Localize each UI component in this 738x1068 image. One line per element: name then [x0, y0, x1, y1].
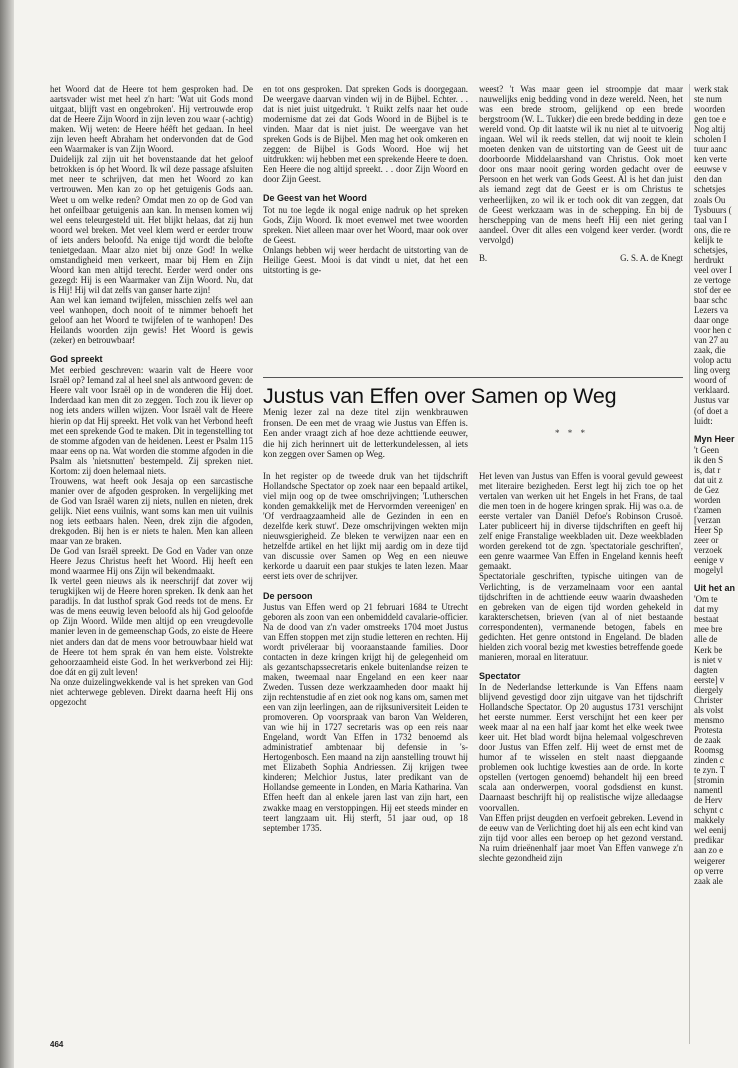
cropped-line: kelijk te — [694, 234, 723, 245]
cropped-line: Heer Sp — [694, 525, 723, 536]
cropped-line: mee bre — [694, 624, 723, 635]
column-separator — [689, 84, 690, 1044]
paragraph: Justus van Effen werd op 21 februari 1684 te Utrecht geboren als zoon van een onbemiddeld cavalarie-officier. Na de dood van z'n vader omstreeks 1704 moet Justus van Effen stoppen met zijn studie letteren en rechten. Hij wordt privéleraar bij vooraanstaande families. Door contacten in deze kringen krijgt hij de gelegenheid om als gezantschapssecretaris enkele buitenlandse reizen te maken, tweemaal naar Engeland en een keer naar Zweden. Tussen deze werkzaamheden door maakt hij zijn rechtenstudie af en ziet ook nog kans om, samen met een van zijn leerlingen, aan de rijksuniversiteit Leiden te promoveren. Op voorspraak van baron Van Welderen, van wie hij in 1727 secretaris was op een reis naar Engeland, wordt Van Effen in 1732 benoemd als administratief ambtenaar bij defensie in 's-Hertogenbosch. Een maand na zijn aanstelling trouwt hij met Elizabeth Sophia Andriessen. Zij krijgen twee kinderen; Melchior Justus, later predikant van de Hollandse gemeente in Londen, en Maria Katharina. Van Effen heeft dan al enkele jaren last van zijn hart, een zwakke maag en verstoppingen. Hij eet steeds minder en teert langzaam uit. Hij sterft, 51 jaar oud, op 18 september 1735. — [263, 601, 468, 833]
cropped-line: bestaat — [694, 614, 719, 625]
cropped-line: Kerk be — [694, 644, 723, 655]
column-1 — [50, 84, 253, 1052]
column-2 — [263, 84, 468, 362]
author-name: G. S. A. de Knegt — [620, 252, 683, 263]
cropped-line: verklaard. — [694, 385, 730, 396]
cropped-line: dat uit z — [694, 474, 723, 485]
section-heading: God spreekt — [50, 354, 103, 365]
section-heading: Spectator — [479, 670, 521, 681]
section-heading: De persoon — [263, 590, 313, 601]
cropped-line: aan zo e — [694, 845, 724, 856]
paragraph: Onlangs hebben wij weer herdacht de uitstorting van de Heilige Geest. Mooi is dat vindt u niet, dat het een uitstorting is ge- — [263, 244, 468, 275]
cropped-line: Roomsg — [694, 745, 724, 755]
paragraph: In het register op de tweede druk van het tijdschrift Hollandsche Spectator op zoek naar een bepaald artikel, viel mijn oog op de twee omschrijvingen; 'Lutherschen konden gemakkelijk met de Hervormden vereenigen' en 'Of verdraagzaamheid alle de Gezinden in een en dezelfde kerk stuwt'. Deze omschrijvingen wekten mijn nieuwsgierigheid. Ze bleken te verwijzen naar een en hetzelfde artikel en het lijkt mij aardig om in deze tijd van discussie over Samen op Weg en een nieuwe kerkorde u daaruit een paar stukjes te laten lezen. Maar eerst iets over de schrijver. — [263, 471, 468, 582]
cropped-line: predikar — [694, 835, 724, 846]
paragraph: het Woord dat de Heere tot hem gesproken had. De aartsvader wist met heel z'n hart: 'Wat uit Gods mond uitgaat, blijft vast en ongebroken'. Hij vertrouwde erop dat de Heere Zijn Woord in zijn leven zou waar (-achtig) maken. Wij weten: de Heere héêft het gedaan. In heel zijn leven heeft Abraham het ondervonden dat de God een Waarmaker is van Zijn Woord. — [50, 84, 253, 155]
cropped-line: is niet v — [694, 654, 723, 665]
cropped-line: eenige v — [694, 555, 724, 566]
cropped-line: werk stak — [694, 84, 729, 94]
cropped-line: tuur aanc — [694, 144, 727, 155]
cropped-line: ste num — [694, 94, 722, 105]
paragraph: Tot nu toe legde ik nogal enige nadruk op het spreken Gods, Zijn Woord. Ik moet evenwel met twee woorden spreken. Niet alleen maar over het Woord, maar ook over de Geest. — [263, 204, 468, 245]
cropped-line: de zaak — [694, 734, 721, 745]
paragraph: weest? 't Was maar geen iel stroompje dat maar nauwelijks enig bedding vond in deze wereld. Neen, het was een brede stroom, gelijkend op een brede bergstroom (W. L. Tukker) die een brede bedding in deze wereld vond. Op dit laatste wil ik nu niet al te uitvoerig ingaan. Wel wil ik reeds stellen, dat wij nooit te klein moeten denken van de uitstorting van de Geest uit de doorboorde Middelaarshand van Christus. Ook moet door ons maar nooit gering worden gedacht over de Persoon en het werk van Gods Geest. Al is het dan juist als iemand zegt dat de Geest er is om Christus te verheerlijken, zo wil ik er toch ook dit van zeggen, dat de Geest werkzaam was in de schepping. En bij de herschepping van de mens heeft Hij een niet gering aandeel. Over dit alles een volgend keer verder. (wordt vervolgd) — [479, 84, 683, 245]
paragraph: Trouwens, wat heeft ook Jesaja op een sarcastische manier over de afgoden gesproken. In vergelijking met de God van Israël waren zij niets, nullen en nieten, drek gelijk. Niet eens vuilnis, want soms kan men uit vuilnis nog iets eetbaars halen. Neen, drek zijn die afgoden, drekgoden. Bij hen is er niets te halen. Men kan alleen maar van ze braken. — [50, 475, 253, 547]
cropped-line: Protesta — [694, 724, 723, 735]
cropped-line: eerste] v — [694, 674, 725, 685]
article-intro: Menig lezer zal na deze titel zijn wenkbrauwen fronsen. De een met de vraag wie Justus van Effen is. Een ander vraagt zich af hoe deze achttiende eeuwer, die hij zich herinnert uit de letterkundelessen, al iets kon zeggen over Samen op Weg. — [263, 408, 468, 461]
cropped-lines — [694, 594, 738, 885]
cropped-line: als volst — [694, 704, 724, 715]
cropped-line: (of doet a — [694, 405, 729, 416]
section-heading: Uit het an — [694, 583, 736, 594]
cropped-line: te zyn. T — [694, 765, 726, 776]
column-4-cropped — [694, 84, 738, 1064]
cropped-line: stof der ee — [694, 284, 731, 295]
cropped-line: ze vertoge — [694, 274, 731, 285]
cropped-line: ons, die re — [694, 224, 731, 235]
cropped-line: de Gez — [694, 484, 719, 495]
paragraph: Ik vertel geen nieuws als ik neerschrijf dat zover wij terugkijken wij de Heere horen spreken. Ik denk aan het paradijs. In dat lusthof sprak God reeds tot de mens. Er was de mens eeuwig leven beloofd als hij God geloofde op Zijn Woord. Wilde men altijd op een vreugdevolle manier leven in de gemeenschap Gods, zo eiste de Heere niet anders dan dat de mens voor betrouwbaar hield wat de Heere tot hem sprak én van hem eiste. Volstrekte gehoorzaamheid eiste God. In het werkverbond zei Hij: doe dát en gij zult leven! — [50, 576, 253, 677]
cropped-line: op verre — [694, 865, 724, 876]
cropped-line: 'Om te — [694, 594, 718, 605]
cropped-line: ling overg — [694, 365, 731, 376]
cropped-line: ik den S — [694, 454, 724, 465]
cropped-line: weigerer — [694, 855, 726, 866]
cropped-line: zaak ale — [694, 875, 723, 886]
page-number: 464 — [50, 1040, 64, 1049]
cropped-line: gen toe e — [694, 114, 727, 125]
paragraph: Spectatoriale geschriften, typische uitingen van de Verlichting, is de verzamelnaam voor een aantal tijdschriften in de achttiende eeuw waarin dwaasheden en gebreken van de eigen tijd worden gehekeld in karakterschetsen, brieven (van al of niet bestaande correspondenten), vermanende betogen, fabels en gedichten. Het genre ontstond in Engeland. De bladen hielden zich vooral bezig met kwesties betreffende goede manieren, moraal en literatuur. — [479, 571, 683, 662]
cropped-line: Justus var — [694, 395, 730, 406]
cropped-line: woorden — [694, 104, 726, 115]
cropped-line: eeuwse v — [694, 164, 727, 175]
cropped-line: herdrukt — [694, 254, 725, 265]
cropped-line: Lezers va — [694, 305, 729, 316]
cropped-line: t'zamen — [694, 504, 722, 515]
cropped-line: dagten — [694, 664, 718, 675]
column-3 — [479, 84, 683, 362]
article-divider — [263, 377, 683, 378]
cropped-line: van 27 au — [694, 335, 729, 346]
paragraph: Het leven van Justus van Effen is vooral gevuld geweest met literaire bezigheden. Eerst legt hij zich toe op het vertalen van werken uit het Engels in het Frans, de taal die men toen in de hogere kringen sprak. Hij was o.a. de eerste vertaler van Daniël Defoe's Robinson Crusoë. Later publiceert hij in diverse tijdschriften en geeft hij zelf enige Franstalige weekbladen uit. Deze weekbladen worden gerekend tot de zgn. 'spectatoriale geschriften', een genre waarmee Van Effen in Engeland kennis heeft gemaakt. — [479, 471, 683, 572]
paragraph: Na onze duizelingwekkende val is het spreken van God niet achterwege gebleven. Direkt daarna heeft Hij ons opgezocht — [50, 676, 253, 707]
paragraph: Van Effen prijst deugden en verfoeit gebreken. Levend in de eeuw van de Verlichting doet hij als een echt kind van zijn tijd voor alles een beroep op het gezond verstand. Na ruim drieënenhalf jaar moet Van Effen vanwege z'n slechte gezondheid zijn — [479, 812, 683, 863]
section-heading: Myn Heer — [694, 433, 735, 444]
cropped-line: zoals Ou — [694, 194, 726, 205]
cropped-line: namentl — [694, 785, 723, 796]
cropped-line: de Herv — [694, 795, 723, 806]
cropped-line: baar schc — [694, 294, 728, 305]
cropped-line: zinden c — [694, 755, 724, 766]
cropped-line: mensmo — [694, 714, 725, 725]
cropped-line: voor hen c — [694, 325, 732, 336]
paragraph: Aan wel kan iemand twijfelen, misschien zelfs wel aan veel wanhopen, doch nooit of te nimmer behoeft het geloof aan het Woord te twijfelen of te wanhopen! Des Heilands woorden zijn gewis! Het Woord is gewis (zeker) en betrouwbaar! — [50, 294, 253, 346]
cropped-line: luidt: — [694, 415, 713, 426]
column-6 — [479, 471, 683, 1051]
cropped-line: makkely — [694, 815, 725, 826]
cropped-line: dat my — [694, 604, 719, 615]
paragraph: en tot ons gesproken. Dat spreken Gods is doorgegaan. De weergave daarvan vinden wij in de Bijbel. Echter. . . dat is niet juist uitgedrukt. 't Ruikt zelfs naar het oude modernisme dat zei dat Gods Woord in de Bijbel is te vinden. Maar dat is niet juist. De weergave van het spreken Gods is de Bijbel. Men mag het ook omkeren en zeggen: de Bijbel is Gods Woord. Hoe wij het uitdrukken: wij hebben met een sprekende Heere te doen. Een Heere die nog altijd spreekt. . . door Zijn Woord en door Zijn Geest. — [263, 84, 468, 185]
column-5 — [263, 471, 468, 1051]
cropped-line: woord of — [694, 375, 727, 386]
cropped-line: schynt c — [694, 805, 724, 816]
cropped-line: mogelyl — [694, 565, 724, 576]
cropped-line: [verzan — [694, 514, 721, 525]
cropped-line: Nog altij — [694, 124, 726, 135]
cropped-lines — [694, 84, 738, 426]
cropped-line: [stromin — [694, 775, 725, 786]
paragraph: Met eerbied geschreven: waarin valt de Heere voor Israël op? Iemand zal al heel snel als antwoord geven: de Heere valt voor Israël op in de wonderen die Hij doet. Inderdaad kan men dit zo zeggen. Toch zou ik liever op nog iets anders willen wijzen. Voor Israël valt de Heere hierin op dat Hij spreekt. Het volk van het Verbond heeft met een sprekende God te maken. Dit in tegenstelling tot de stomme afgoden van de heidenen. Leest er Psalm 115 maar eens op na. Wat worden die stomme afgoden in die Psalm als 'nietsnutten' bestempeld. Zij spreken niet. Kortom: zij doen helemaal niets. — [50, 365, 253, 476]
cropped-line: schetsjes, — [694, 244, 728, 255]
section-ornament: * * * — [555, 428, 588, 438]
cropped-line: diergely — [694, 684, 723, 695]
cropped-line: Tysbuurs ( — [694, 204, 732, 215]
cropped-line: wel eenij — [694, 825, 727, 836]
cropped-line: zeer or — [694, 535, 719, 546]
cropped-line: veel over I — [694, 264, 732, 275]
paragraph: In de Nederlandse letterkunde is Van Effens naam blijvend gevestigd door zijn uitgave van het tijdschrift Hollandsche Spectator. Op 20 augustus 1731 verschijnt het eerste nummer. Eerst verschijnt het een keer per week maar al na een half jaar komt het elke week twee keer uit. Het blad wordt bijna helemaal volgeschreven door Justus van Effen zelf. Hij weet de ernst met de humor af te wisselen en stelt naast diepgaande problemen ook luchtige kwesties aan de orde. In korte opstellen (vertogen genoemd) behandelt hij een breed scala aan onderwerpen, vooral godsdienst en kunst. Daarnaast beschrijft hij op realistische wijze alledaagse voorvallen. — [479, 681, 683, 813]
cropped-line: alle de — [694, 634, 718, 645]
cropped-line: zaak, die — [694, 345, 726, 356]
cropped-line: 't Geen — [694, 444, 720, 455]
cropped-line: Christer — [694, 694, 723, 705]
page-fold-shadow — [0, 0, 14, 1068]
cropped-line: schetsjes — [694, 184, 726, 195]
signature-initial: B. — [479, 252, 488, 263]
article-headline: Justus van Effen over Samen op Weg — [263, 384, 617, 408]
cropped-line: daar onge — [694, 315, 729, 326]
cropped-lines — [694, 445, 738, 576]
signature-line — [479, 253, 683, 263]
section-heading: De Geest van het Woord — [263, 193, 367, 204]
cropped-line: taal van I — [694, 214, 728, 225]
cropped-line: volop actu — [694, 355, 732, 366]
cropped-line: verzoek — [694, 545, 723, 556]
cropped-line: ken verte — [694, 154, 727, 165]
paragraph: Duidelijk zal zijn uit het bovenstaande dat het geloof betrokken is óp het Woord. Ik wil deze passage afsluiten met neer te schrijven, dat men het Woord zo kan vertrouwen. Men kan zo op het getuigenis Gods aan. Weet u om welke reden? Omdat men zo op de God van het onfeilbaar getuigenis aan kan. In mensen komen wij wel eens teleurgesteld uit. Het blijkt helaas, dat zij hun woord wel breken. Met veel klem werd er eerder trouw of iets anders beloofd. Na enige tijd wordt die belofte tenietgedaan. Maar alzo niet bij onze God! In welke omstandigheid men verkeert, maar bij Hem en Zijn Woord kan men altijd terecht. Eerder werd onder ons gezegd: Hij is een Waarmaker van Zijn Woord. Nu, dat is Hij! Hij wil dat zelfs van ganser harte zijn! — [50, 154, 253, 295]
cropped-line: scholen I — [694, 134, 727, 145]
cropped-line: worden — [694, 494, 721, 505]
cropped-line: is, dat r — [694, 464, 721, 475]
paragraph: De God van Israël spreekt. De God en Vader van onze Heere Jezus Christus heeft het Woord. Hij heeft een mond waarmee Hij ons Zijn wil bekendmaakt. — [50, 546, 253, 577]
cropped-line: den dan — [694, 174, 722, 185]
